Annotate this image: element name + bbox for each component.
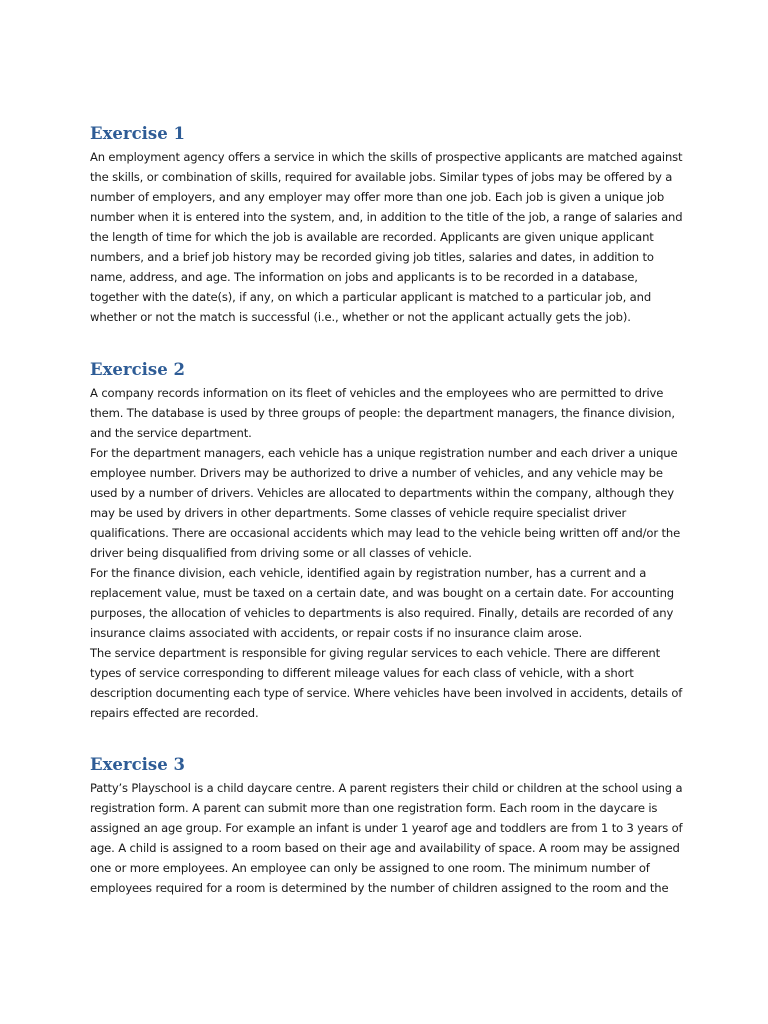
body-line: For the department managers, each vehicle has a unique registration number and each driver a unique	[90, 446, 678, 460]
body-line: An employment agency offers a service in which the skills of prospective applicants are matched against	[90, 150, 683, 164]
body-line: number when it is entered into the system, and, in addition to the title of the job, a range of salaries and	[90, 210, 683, 224]
body-line: them. The database is used by three groups of people: the department managers, the finance division,	[90, 406, 675, 420]
body-line: repairs effected are recorded.	[90, 706, 259, 720]
body-line: the skills, or combination of skills, required for available jobs. Similar types of jobs may be offered by a	[90, 170, 673, 184]
exercise-2-body	[90, 383, 682, 723]
body-line: age. A child is assigned to a room based on their age and availability of space. A room may be assigned	[90, 841, 680, 855]
exercise-1-heading: Exercise 1	[90, 124, 185, 143]
body-line: whether or not the match is successful (i.e., whether or not the applicant actually gets the job).	[90, 310, 631, 324]
exercise-3-heading: Exercise 3	[90, 755, 185, 774]
body-line: qualifications. There are occasional accidents which may lead to the vehicle being written off and/or the	[90, 526, 681, 540]
body-line: the length of time for which the job is available are recorded. Applicants are given unique applicant	[90, 230, 654, 244]
exercise-1-body	[90, 147, 682, 327]
body-line: replacement value, must be taxed on a certain date, and was bought on a certain date. For accounting	[90, 586, 674, 600]
body-line: together with the date(s), if any, on which a particular applicant is matched to a particular job, and	[90, 290, 652, 304]
body-line: A company records information on its fleet of vehicles and the employees who are permitted to drive	[90, 386, 664, 400]
body-line: name, address, and age. The information on jobs and applicants is to be recorded in a database,	[90, 270, 638, 284]
exercise-2-heading: Exercise 2	[90, 360, 185, 379]
body-line: may be used by drivers in other departments. Some classes of vehicle require specialist driver	[90, 506, 627, 520]
body-line: description documenting each type of service. Where vehicles have been involved in accidents, details of	[90, 686, 683, 700]
body-line: insurance claims associated with accidents, or repair costs if no insurance claim arose.	[90, 626, 583, 640]
exercise-3-body	[90, 778, 682, 898]
body-line: one or more employees. An employee can only be assigned to one room. The minimum number of	[90, 861, 650, 875]
body-line: used by a number of drivers. Vehicles are allocated to departments within the company, although they	[90, 486, 674, 500]
body-line: For the finance division, each vehicle, identified again by registration number, has a current and a	[90, 566, 647, 580]
body-line: driver being disqualified from driving some or all classes of vehicle.	[90, 546, 472, 560]
body-line: and the service department.	[90, 426, 252, 440]
body-line: assigned an age group. For example an infant is under 1 yearof age and toddlers are from 1 to 3 years of	[90, 821, 683, 835]
exercise-3-section	[90, 755, 682, 898]
exercise-1-section	[90, 124, 682, 327]
body-line: types of service corresponding to different mileage values for each class of vehicle, with a short	[90, 666, 634, 680]
body-line: purposes, the allocation of vehicles to departments is also required. Finally, details are recorded of any	[90, 606, 674, 620]
exercise-2-section	[90, 360, 682, 723]
body-line: numbers, and a brief job history may be recorded giving job titles, salaries and dates, in addition to	[90, 250, 654, 264]
body-line: employee number. Drivers may be authorized to drive a number of vehicles, and any vehicle may be	[90, 466, 663, 480]
body-line: registration form. A parent can submit more than one registration form. Each room in the daycare is	[90, 801, 658, 815]
body-line: The service department is responsible for giving regular services to each vehicle. There are different	[90, 646, 660, 660]
body-line: Patty’s Playschool is a child daycare centre. A parent registers their child or children at the school using a	[90, 781, 683, 795]
body-line: employees required for a room is determined by the number of children assigned to the room and the	[90, 881, 669, 895]
body-line: number of employers, and any employer may offer more than one job. Each job is given a unique job	[90, 190, 665, 204]
